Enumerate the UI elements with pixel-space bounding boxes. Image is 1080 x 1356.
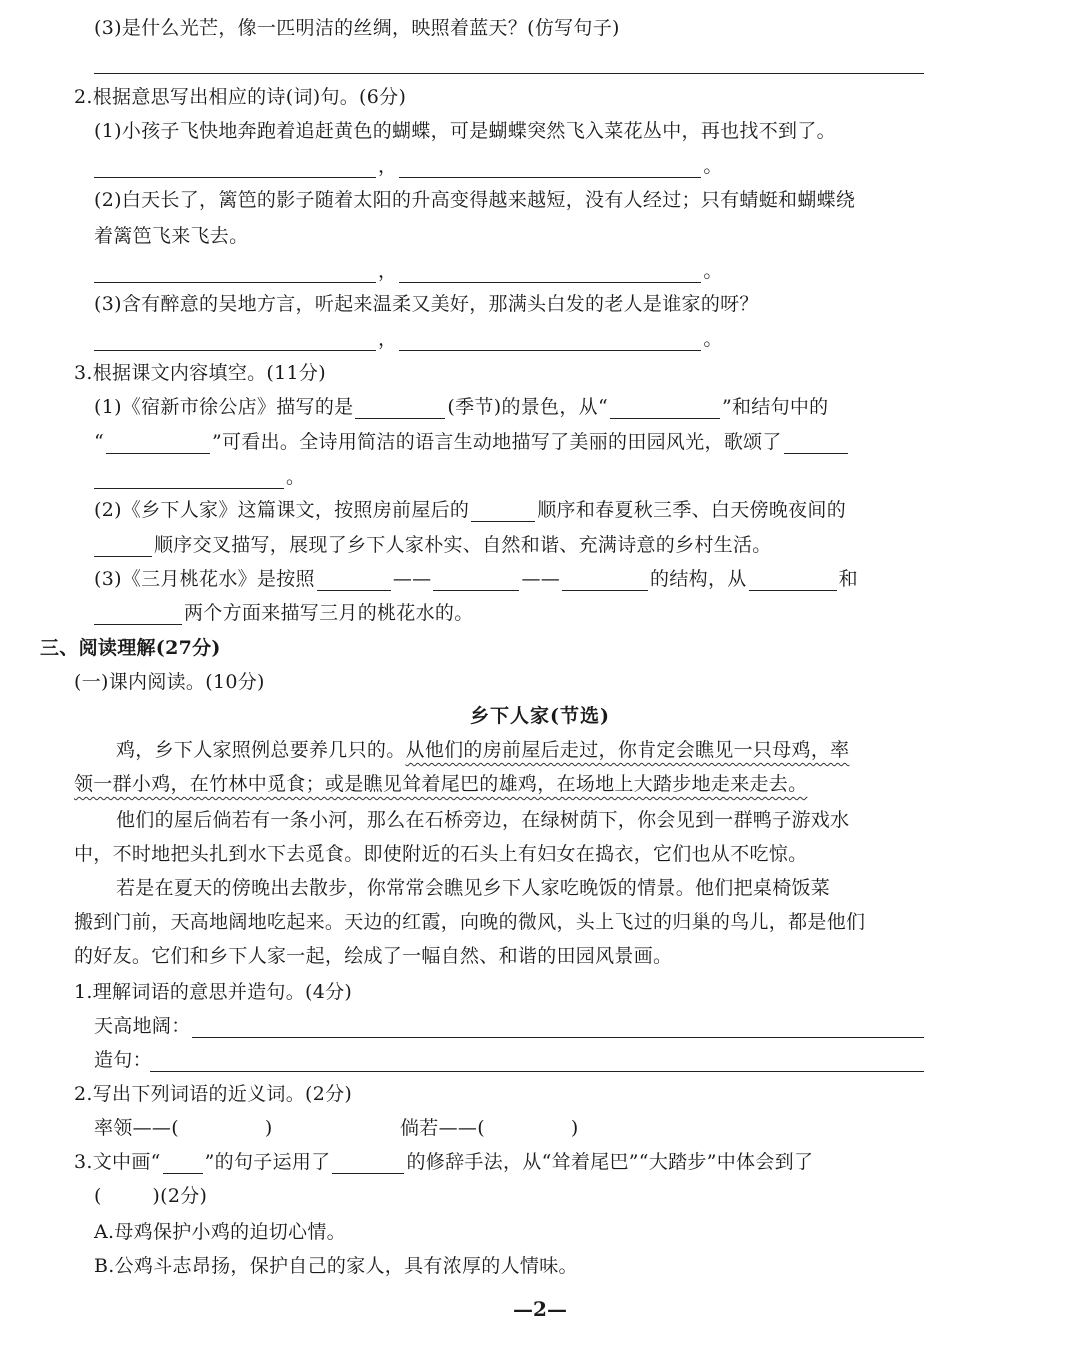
- answer-blank[interactable]: [784, 433, 848, 454]
- passage-line: 若是在夏天的傍晚出去散步，你常常会瞧见乡下人家吃晚饭的情景。他们把桌椅饭菜: [116, 877, 831, 899]
- fill-row: [94, 601, 474, 627]
- question-text: 着篱笆飞来飞去。: [94, 225, 249, 247]
- text: ): [570, 1117, 579, 1139]
- answer-blank[interactable]: [610, 398, 720, 419]
- answer-blank[interactable]: [399, 330, 701, 351]
- text: 的结构，从: [650, 568, 747, 590]
- answer-blank[interactable]: [94, 468, 284, 489]
- text: (1)《宿新市徐公店》描写的是: [94, 396, 354, 418]
- text: (季节)的景色，从“: [447, 396, 608, 418]
- question-heading: 3.根据课文内容填空。(11分): [74, 362, 326, 384]
- answer-line[interactable]: [94, 73, 924, 74]
- wavy-underlined-text: 从他们的房前屋后走过，你肯定会瞧见一只母鸡，率: [405, 739, 850, 761]
- synonym-item: [400, 1116, 579, 1142]
- dash: ——: [392, 568, 432, 590]
- answer-blank[interactable]: [749, 570, 837, 591]
- punct: 。: [703, 260, 723, 282]
- answer-blank[interactable]: [317, 570, 391, 591]
- passage-line: 中，不时地把头扎到水下去觅食。即使附近的石头上有妇女在捣衣，它们也从不吃惊。: [74, 843, 808, 865]
- text: ): [264, 1117, 273, 1139]
- word-label: 天高地阔：: [94, 1015, 191, 1037]
- subsection-heading: (一)课内阅读。(10分): [74, 671, 265, 693]
- question-heading: 2.根据意思写出相应的诗(词)句。(6分): [74, 86, 407, 108]
- answer-blank[interactable]: [106, 433, 210, 454]
- answer-blank[interactable]: [433, 570, 519, 591]
- answer-blank[interactable]: [332, 1153, 404, 1174]
- section-heading: 三、阅读理解(27分): [40, 637, 221, 659]
- text: 鸡，乡下人家照例总要养几只的。: [116, 739, 406, 761]
- answer-blank[interactable]: [94, 330, 376, 351]
- answer-row: [94, 259, 723, 285]
- answer-bracket[interactable]: ( )(2分): [94, 1185, 208, 1207]
- text: ”和结句中的: [721, 396, 829, 418]
- passage-line: [116, 738, 849, 764]
- text: 的修辞手法，从“耸着尾巴”“大踏步”中体会到了: [406, 1151, 814, 1173]
- punct: ，: [378, 155, 398, 177]
- option-a[interactable]: A.母鸡保护小鸡的迫切心情。: [94, 1221, 346, 1243]
- fill-row: [94, 567, 858, 593]
- answer-blank[interactable]: [399, 262, 701, 283]
- answer-blank[interactable]: [94, 262, 376, 283]
- text: (2)《乡下人家》这篇课文，按照房前屋后的: [94, 499, 470, 521]
- passage-line: 的好友。它们和乡下人家一起，绘成了一幅自然、和谐的田园风景画。: [74, 945, 673, 967]
- text: “: [94, 431, 105, 453]
- answer-line[interactable]: [150, 1071, 924, 1072]
- page-number: —2—: [513, 1297, 567, 1321]
- answer-blank[interactable]: [94, 157, 376, 178]
- question-text: (2)白天长了，篱笆的影子随着太阳的升高变得越来越短，没有人经过；只有蜻蜓和蝴蝶绕: [94, 189, 856, 211]
- fill-row: [94, 533, 772, 559]
- text: 率领——(: [94, 1117, 179, 1139]
- answer-blank[interactable]: [163, 1153, 203, 1174]
- question-text: (3)是什么光芒，像一匹明洁的丝绸，映照着蓝天？(仿写句子): [94, 17, 620, 39]
- punct: ，: [378, 328, 398, 350]
- answer-row: [94, 154, 723, 180]
- answer-blank[interactable]: [399, 157, 701, 178]
- question-text: (3)含有醉意的吴地方言，听起来温柔又美好，那满头白发的老人是谁家的呀？: [94, 293, 759, 315]
- text: ”的句子运用了: [204, 1151, 331, 1173]
- text: ”可看出。全诗用简洁的语言生动地描写了美丽的田园风光，歌颂了: [212, 431, 782, 453]
- text: (3)《三月桃花水》是按照: [94, 568, 315, 590]
- passage-line: 搬到门前，天高地阔地吃起来。天边的红霞，向晚的微风，头上飞过的归巢的鸟儿，都是他们: [74, 911, 866, 933]
- question-text: (1)小孩子飞快地奔跑着追赶黄色的蝴蝶，可是蝴蝶突然飞入菜花丛中，再也找不到了。: [94, 120, 836, 142]
- fill-row: [94, 498, 846, 524]
- answer-line[interactable]: [192, 1037, 924, 1038]
- passage-line: 他们的屋后倘若有一条小河，那么在石桥旁边，在绿树荫下，你会见到一群鸭子游戏水: [116, 809, 850, 831]
- text: 顺序交叉描写，展现了乡下人家朴实、自然和谐、充满诗意的乡村生活。: [154, 534, 772, 556]
- synonym-item: [94, 1116, 273, 1142]
- passage-line: [74, 772, 807, 798]
- option-b[interactable]: B.公鸡斗志昂扬，保护自己的家人，具有浓厚的人情味。: [94, 1255, 578, 1277]
- fill-row: [94, 430, 850, 456]
- punct: 。: [703, 155, 723, 177]
- fill-row: [74, 1150, 813, 1176]
- text: 顺序和春夏秋三季、白天傍晚夜间的: [537, 499, 847, 521]
- text: 和: [838, 568, 858, 590]
- answer-blank[interactable]: [355, 398, 445, 419]
- question-heading: 2.写出下列词语的近义词。(2分): [74, 1083, 353, 1105]
- fill-row: [94, 465, 305, 491]
- text: 3.文中画“: [74, 1151, 161, 1173]
- punct: ，: [378, 260, 398, 282]
- passage-title: 乡下人家(节选): [470, 705, 610, 727]
- text: 倘若——(: [400, 1117, 485, 1139]
- answer-blank[interactable]: [94, 536, 152, 557]
- make-sentence-label: 造句：: [94, 1049, 152, 1071]
- answer-blank[interactable]: [94, 604, 182, 625]
- fill-row: [94, 395, 828, 421]
- question-heading: 1.理解词语的意思并造句。(4分): [74, 981, 353, 1003]
- punct: 。: [703, 328, 723, 350]
- wavy-underlined-text: 领一群小鸡，在竹林中觅食；或是瞧见耸着尾巴的雄鸡，在场地上大踏步地走来走去。: [74, 773, 808, 795]
- answer-blank[interactable]: [562, 570, 648, 591]
- answer-row: [94, 327, 723, 353]
- text: 两个方面来描写三月的桃花水的。: [184, 602, 474, 624]
- text: 。: [286, 466, 306, 488]
- answer-blank[interactable]: [471, 501, 535, 522]
- dash: ——: [521, 568, 561, 590]
